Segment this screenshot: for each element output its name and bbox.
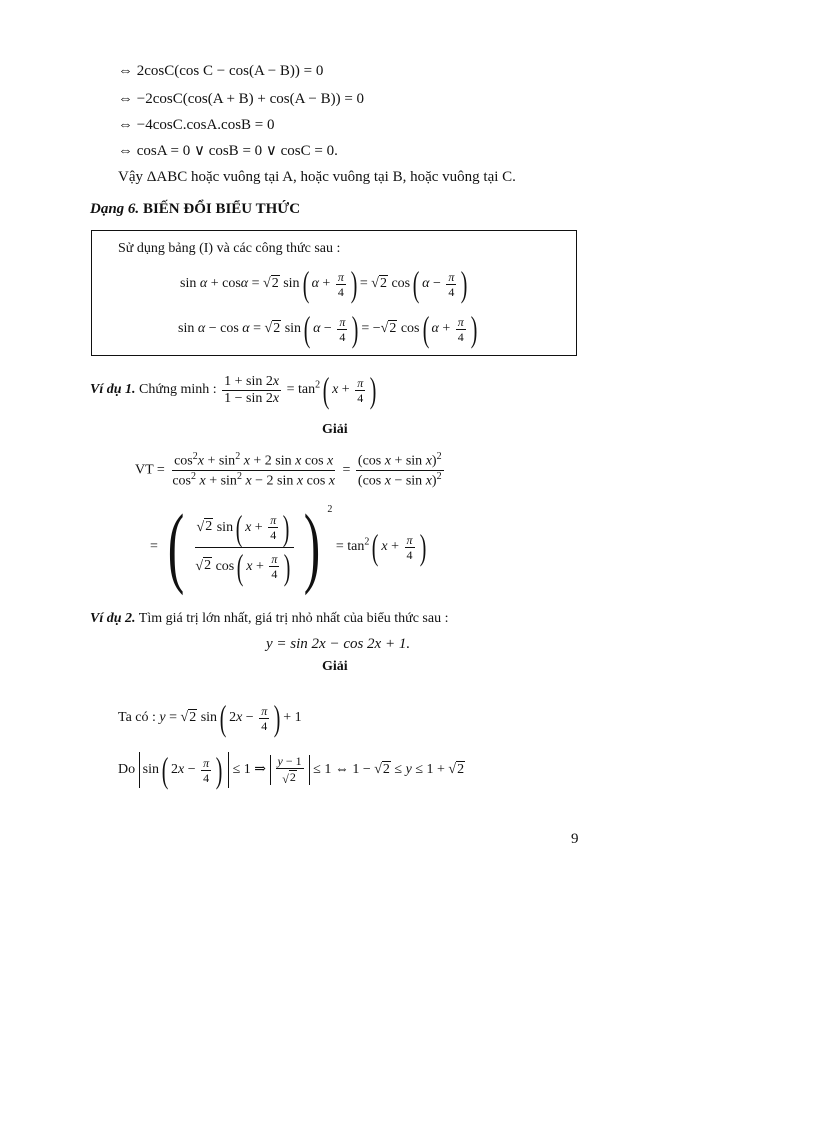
derivation-line-3: ⇔ −4cosC.cosA.cosB = 0 [118, 117, 275, 133]
formula-diff: sin α − cos α = √ 2 sin( α − $\frac{\pi}{4}$ ) = − √ 2 cos( α + $\frac{\pi}{4}$ ) [178, 309, 478, 349]
section-title [90, 202, 300, 217]
example-2-label: Ví dụ 2. [90, 611, 136, 626]
example-2-expression: y = sin 2x − cos 2x + 1. [266, 636, 411, 652]
conclusion-line: Vậy ΔABC hoặc vuông tại A, hoặc vuông tại B, hoặc vuông tại C. [118, 169, 516, 185]
example-1-step-1: VT = $\frac{\cos^2x + \sin^2 x + 2 \sin x \cos x}{\cos^2 x + \sin^2 x - 2 \sin x \cos x}$ = $\frac{(\cos x + \sin x)^2}{(\cos x - \sin x)^2}$ [135, 451, 442, 489]
derivation-line-1: ⇔ 2cosC(cos C − cos(A − B)) = 0 [118, 63, 324, 79]
example-2-step-1-prefix: Ta có : [118, 710, 156, 726]
formula-sum: sin α + cosα = √ 2 sin( α + $\frac{\pi}{4}$ ) = √ 2 cos( α − $\frac{\pi}{4}$ ) [180, 264, 468, 304]
derivation-line-2: ⇔ −2cosC(cos(A + B) + cos(A − B)) = 0 [118, 91, 365, 107]
formula-box-intro: Sử dụng bảng (I) và các công thức sau : [118, 241, 341, 256]
example-2-statement [90, 612, 448, 626]
example-2-text: Tìm giá trị lớn nhất, giá trị nhỏ nhất của biểu thức sau : [138, 611, 449, 626]
example-2-step-2-prefix: Do [118, 762, 136, 778]
example-2-step-1: Ta có : y = √ 2 sin( 2x − $\frac{\pi}{4}$ ) + 1 [118, 698, 302, 738]
page-number: 9 [571, 831, 579, 847]
example-1-step-2: = ( √ 2 sin( x + $\frac{\pi}{4}$ ) √ 2 cos( x + $\frac{\pi}{4}$ ) ) $^2 = \tan^2$( x + $\frac{\pi}{4}$ ) [150, 497, 426, 596]
section-title-text: BIẾN ĐỔI BIỂU THỨC [142, 201, 301, 217]
section-title-prefix: Dạng 6. [90, 201, 140, 217]
example-1-statement: Ví dụ 1. Chứng minh : $\frac{1 + \sin 2x}{1 - \sin 2x}$ = $\tan^2$( x + $\frac{\pi}{4}$ ) [90, 370, 377, 410]
example-1-label: Ví dụ 1. [90, 382, 136, 398]
example-2-solution-heading: Giải [322, 659, 348, 674]
derivation-line-4: ⇔ cosA = 0 ∨ cosB = 0 ∨ cosC = 0. [118, 143, 338, 159]
example-1-solution-heading: Giải [322, 422, 348, 437]
example-1-text: Chứng minh : [139, 382, 217, 398]
example-2-step-2: Do sin( 2x − $\frac{\pi}{4}$ ) ≤ 1 ⇒ y − 1 √ 2 ≤ 1 ⇔ 1 − √ 2 ≤ y ≤ 1 + √ 2 [118, 750, 465, 790]
